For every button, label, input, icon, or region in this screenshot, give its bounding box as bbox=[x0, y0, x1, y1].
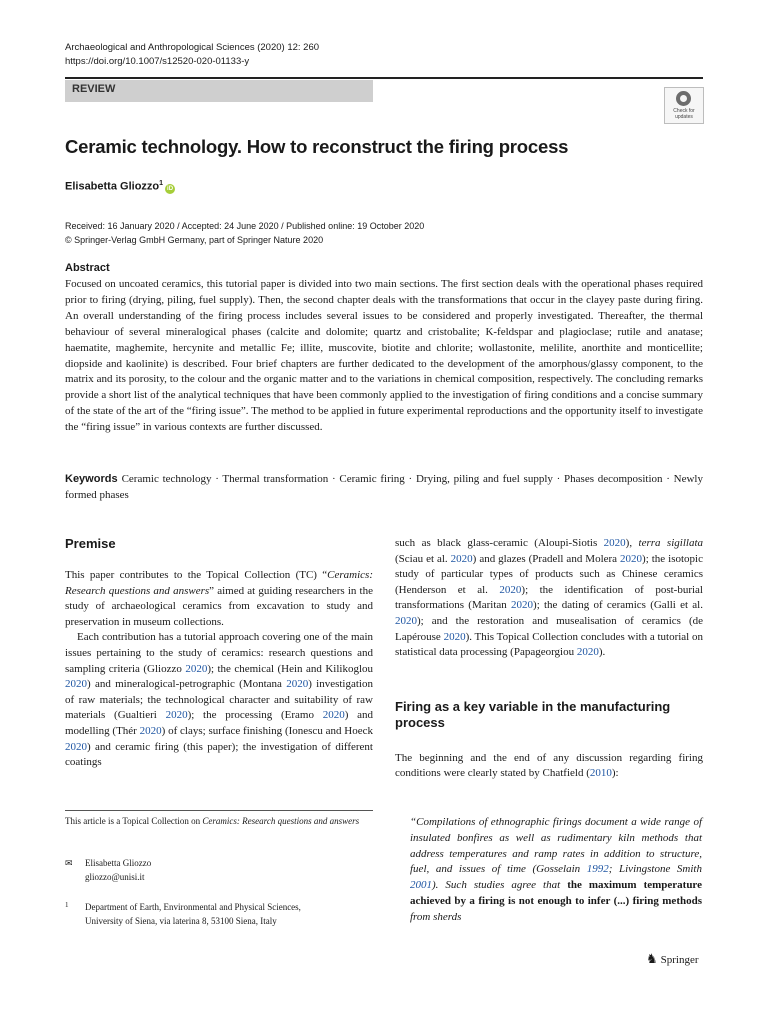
citation-link[interactable]: 2020 bbox=[511, 599, 534, 612]
author-email-link[interactable]: gliozzo@unisi.it bbox=[85, 871, 145, 882]
author-line bbox=[65, 180, 175, 194]
corresponding-author bbox=[65, 857, 151, 884]
article-title: Ceramic technology. How to reconstruct the firing process bbox=[65, 136, 569, 157]
citation-link[interactable]: 2020 bbox=[139, 724, 162, 737]
citation-link[interactable]: 2020 bbox=[603, 537, 626, 549]
section-heading-premise: Premise bbox=[65, 536, 116, 551]
citation-link[interactable]: 2020 bbox=[620, 552, 643, 565]
citation-link[interactable]: 2020 bbox=[65, 740, 87, 753]
citation-link[interactable]: 2010 bbox=[589, 767, 612, 780]
article-dates bbox=[65, 219, 424, 247]
section-heading-firing: Firing as a key variable in the manufacturing process bbox=[395, 698, 671, 730]
affiliation bbox=[65, 899, 301, 928]
block-quote: “Compilations of ethnographic firings document a wide range of insulated bonfires as well as rudimentary kiln methods that address temperatures and ramp rates in addition to structure, fuel, and issues of time (Gosselain 1992; Livingstone Smith 2001). Such studies agree that the maximum temperature achieved by a firing is not enough to infer (...) firing methods from sherds bbox=[410, 816, 703, 923]
affiliation-line-1: Department of Earth, Environmental and Physical Sciences, bbox=[85, 902, 301, 912]
keywords-label: Keywords bbox=[65, 473, 118, 485]
right-column bbox=[395, 536, 703, 782]
author-name[interactable]: Elisabetta Gliozzo bbox=[65, 180, 160, 193]
crossmark-label: Check for updates bbox=[673, 108, 695, 120]
crossmark-icon bbox=[676, 91, 691, 106]
corresponding-author-name: Elisabetta Gliozzo bbox=[85, 858, 152, 868]
orcid-icon[interactable]: iD bbox=[167, 185, 174, 192]
doi-link[interactable]: https://doi.org/10.1007/s12520-020-01133-y bbox=[65, 56, 250, 67]
crossmark-badge[interactable] bbox=[664, 87, 704, 124]
citation-link[interactable]: 2020 bbox=[286, 678, 309, 691]
affiliation-line-2: University of Siena, via laterina 8, 53100 Siena, Italy bbox=[85, 915, 277, 926]
citation-link[interactable]: 2020 bbox=[395, 614, 417, 627]
article-type-label: REVIEW bbox=[72, 83, 116, 95]
citation-link[interactable]: 2020 bbox=[322, 709, 345, 722]
premise-paragraph-2: Each contribution has a tutorial approach covering one of the main issues pertaining to the study of ceramics: research questions and sampling criteria (Gliozzo 2020); the chemical (Hein and Kilikoglou 2020) and mineralogical-petrographic (Montana 2020) investigation of raw materials; the technological character and suitability of raw materials (Gualtieri 2020); the processing (Eramo 2020) and modelling (Thér 2020) of clays; surface finishing (Ionescu and Hoeck 2020) and ceramic firing (this paper); the investigation of different coatings bbox=[65, 631, 374, 769]
history-dates: Received: 16 January 2020 / Accepted: 24 June 2020 / Published online: 19 October 2020 bbox=[65, 221, 425, 231]
citation-link[interactable]: 2020 bbox=[576, 646, 599, 659]
firing-paragraph-1: The beginning and the end of any discussion regarding firing conditions were clearly stated by Chatfield (2010): bbox=[395, 751, 703, 780]
abstract-text: Focused on uncoated ceramics, this tutorial paper is divided into two main sections. The first section deals with the operational phases required prior to firing (drying, piling, fuel supply). Then, the second chapter deals with the transformations that occur in the clayey paste during firing. An overall understanding of the firing process includes several issues to be considered and properly investigated. Thereafter, the thermal behaviour of several mineralogical phases (calcite and dolomite; quartz and cristobalite; K-feldspar and plagioclase; rutile and anatase; haematite, maghemite, hercynite and metallic Fe; illite, muscovite, biotite and chlorite; wollastonite, melilite, anorthite and monticellite; diopside and kaolinite) is described. Four brief chapters are further dedicated to the development of the amorphous/glassy component, to the matrix and its porosity, to the colour and the organic matter and to the variations in chemical composition, respectively. The concluding remarks provide a short list of the analytical techniques that have been commonly applied to the investigation of firing conditions and a concise summary of the state of the art of the “firing issue”. The method to be applied in future experimental reproductions and the opportunity itself to investigate the “firing issue” in various contexts are further discussed. bbox=[65, 278, 703, 434]
abstract-heading: Abstract bbox=[65, 262, 110, 274]
article-type-band bbox=[65, 80, 373, 102]
left-column bbox=[65, 536, 373, 771]
publisher-logo bbox=[646, 951, 699, 967]
journal-citation: Archaeological and Anthropological Sciences (2020) 12: 260 bbox=[65, 42, 320, 53]
springer-horse-icon: ♞ bbox=[646, 951, 658, 966]
keywords bbox=[65, 471, 703, 503]
copyright-line: © Springer-Verlag GmbH Germany, part of Springer Nature 2020 bbox=[65, 235, 324, 245]
affiliation-number: 1 bbox=[65, 901, 69, 909]
footnote-rule bbox=[65, 810, 373, 811]
citation-link[interactable]: 2020 bbox=[65, 678, 87, 691]
citation-link[interactable]: 2020 bbox=[185, 662, 208, 675]
publisher-name: Springer bbox=[660, 954, 699, 966]
citation-link[interactable]: 1992 bbox=[586, 863, 609, 876]
footnote-topical-collection: This article is a Topical Collection on Ceramics: Research questions and answers bbox=[65, 816, 360, 826]
citation-link[interactable]: 2020 bbox=[499, 583, 522, 596]
keywords-text: Ceramic technology · Thermal transformation · Ceramic firing · Drying, piling and fuel supply · Phases decomposition · Newly formed phases bbox=[65, 473, 703, 501]
citation-link[interactable]: 2001 bbox=[410, 879, 432, 892]
premise-paragraph-1: This paper contributes to the Topical Collection (TC) “Ceramics: Research questions and answers” aimed at guiding researchers in the study of archaeological ceramics from excavation to study and preservation in museum collections. bbox=[65, 569, 373, 628]
envelope-icon: ✉ bbox=[65, 858, 73, 868]
citation-link[interactable]: 2020 bbox=[443, 630, 466, 643]
premise-paragraph-continued: such as black glass-ceramic (Aloupi-Siotis 2020), terra sigillata (Sciau et al. 2020) and glazes (Pradell and Molera 2020); the isotopic study of particular types of products such as Chinese ceramics (Henderson et al. 2020); the identification of post-burial transformations (Maritan 2020); the dating of ceramics (Galli et al. 2020); and the restoration and musealisation of ceramics (de Lapérouse 2020). This Topical Collection concludes with a tutorial on statistical data processing (Papageorgiou 2020). bbox=[395, 537, 703, 659]
header-rule bbox=[65, 77, 703, 79]
citation-link[interactable]: 2020 bbox=[450, 552, 473, 565]
author-affil-mark: 1 bbox=[159, 180, 164, 187]
citation-link[interactable]: 2020 bbox=[165, 709, 188, 722]
journal-header bbox=[65, 41, 319, 69]
